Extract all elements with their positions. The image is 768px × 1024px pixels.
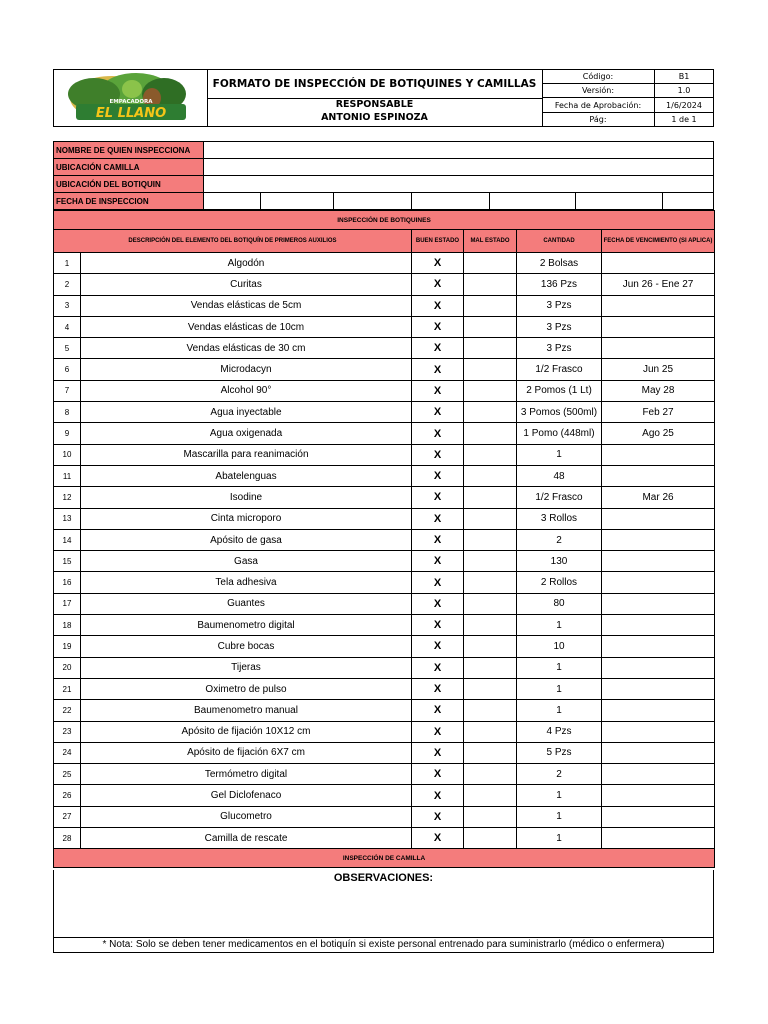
row-number: 2	[54, 274, 81, 295]
expiry-cell[interactable]	[602, 465, 715, 486]
expiry-cell[interactable]: May 28	[602, 380, 715, 401]
quantity-cell[interactable]: 1	[517, 444, 602, 465]
row-number: 8	[54, 402, 81, 423]
item-description: Agua inyectable	[81, 402, 412, 423]
bad-condition-cell[interactable]	[464, 359, 517, 380]
good-condition-cell[interactable]: X	[412, 359, 464, 380]
quantity-cell[interactable]: 1	[517, 615, 602, 636]
row-number: 5	[54, 338, 81, 359]
quantity-cell[interactable]: 3 Pzs	[517, 316, 602, 337]
bad-condition-cell[interactable]	[464, 551, 517, 572]
table-row	[54, 742, 715, 763]
bad-condition-cell[interactable]	[464, 465, 517, 486]
fecha-field[interactable]	[663, 193, 714, 210]
good-condition-cell[interactable]: X	[412, 572, 464, 593]
item-description: Alcohol 90°	[81, 380, 412, 401]
table-row	[54, 338, 715, 359]
item-description: Abatelenguas	[81, 465, 412, 486]
quantity-cell[interactable]: 2 Pomos (1 Lt)	[517, 380, 602, 401]
bad-condition-cell[interactable]	[464, 572, 517, 593]
item-description: Algodón	[81, 253, 412, 274]
expiry-cell[interactable]: Jun 26 - Ene 27	[602, 274, 715, 295]
item-description: Termómetro digital	[81, 764, 412, 785]
quantity-cell[interactable]: 1	[517, 806, 602, 827]
expiry-cell[interactable]: Jun 25	[602, 359, 715, 380]
inspection-info-table	[53, 141, 714, 210]
company-logo	[54, 70, 207, 126]
expiry-cell[interactable]: Feb 27	[602, 402, 715, 423]
good-condition-cell[interactable]: X	[412, 316, 464, 337]
meta-value: 1 de 1	[655, 112, 714, 126]
table-row	[54, 508, 715, 529]
table-row	[54, 828, 715, 849]
item-description: Apósito de gasa	[81, 529, 412, 550]
table-body	[54, 253, 715, 849]
good-condition-cell[interactable]: X	[412, 465, 464, 486]
quantity-cell[interactable]: 1	[517, 678, 602, 699]
item-description: Camilla de rescate	[81, 828, 412, 849]
expiry-cell[interactable]	[602, 657, 715, 678]
bad-condition-cell[interactable]	[464, 253, 517, 274]
expiry-cell[interactable]	[602, 572, 715, 593]
kit-section-title: INSPECCIÓN DE BOTIQUINES	[54, 211, 715, 230]
good-condition-cell[interactable]: X	[412, 700, 464, 721]
row-number: 18	[54, 615, 81, 636]
row-number: 11	[54, 465, 81, 486]
observations-box[interactable]	[53, 870, 714, 953]
row-number: 7	[54, 380, 81, 401]
expiry-cell[interactable]	[602, 764, 715, 785]
botiquin-field[interactable]	[204, 176, 714, 193]
bad-condition-cell[interactable]	[464, 487, 517, 508]
good-condition-cell[interactable]: X	[412, 423, 464, 444]
meta-row	[542, 98, 713, 112]
table-row	[54, 678, 715, 699]
row-number: 25	[54, 764, 81, 785]
observations-title: OBSERVACIONES:	[333, 872, 434, 884]
quantity-cell[interactable]: 136 Pzs	[517, 274, 602, 295]
logo-main-text: EL LLANO	[95, 106, 167, 121]
expiry-cell[interactable]	[602, 593, 715, 614]
item-description: Baumenometro digital	[81, 615, 412, 636]
meta-label: Pág:	[542, 112, 655, 126]
good-condition-cell[interactable]: X	[412, 636, 464, 657]
row-number: 27	[54, 806, 81, 827]
expiry-cell[interactable]	[602, 742, 715, 763]
quantity-cell[interactable]: 1	[517, 657, 602, 678]
item-description: Isodine	[81, 487, 412, 508]
good-condition-cell[interactable]: X	[412, 806, 464, 827]
meta-row	[542, 70, 713, 84]
fecha-field[interactable]	[334, 193, 412, 210]
row-number: 16	[54, 572, 81, 593]
item-description: Guantes	[81, 593, 412, 614]
fecha-label: FECHA DE INSPECCION	[54, 193, 204, 210]
good-condition-cell[interactable]: X	[412, 295, 464, 316]
bad-condition-cell[interactable]	[464, 295, 517, 316]
item-description: Agua oxigenada	[81, 423, 412, 444]
col-bad: MAL ESTADO	[464, 230, 517, 253]
inspector-row	[54, 142, 714, 159]
camilla-field[interactable]	[204, 159, 714, 176]
table-row	[54, 593, 715, 614]
fecha-field[interactable]	[204, 193, 261, 210]
quantity-cell[interactable]: 5 Pzs	[517, 742, 602, 763]
good-condition-cell[interactable]: X	[412, 338, 464, 359]
bad-condition-cell[interactable]	[464, 657, 517, 678]
bad-condition-cell[interactable]	[464, 593, 517, 614]
meta-value: 1.0	[655, 84, 714, 98]
row-number: 26	[54, 785, 81, 806]
table-row	[54, 700, 715, 721]
good-condition-cell[interactable]: X	[412, 721, 464, 742]
item-description: Gel Diclofenaco	[81, 785, 412, 806]
expiry-cell[interactable]	[602, 615, 715, 636]
good-condition-cell[interactable]: X	[412, 593, 464, 614]
good-condition-cell[interactable]: X	[412, 785, 464, 806]
bad-condition-cell[interactable]	[464, 508, 517, 529]
title-cell	[207, 70, 543, 126]
bad-condition-cell[interactable]	[464, 274, 517, 295]
logo-top-text: EMPACADORA	[109, 99, 153, 105]
bad-condition-cell[interactable]	[464, 678, 517, 699]
expiry-cell[interactable]	[602, 444, 715, 465]
row-number: 15	[54, 551, 81, 572]
document-header	[53, 69, 714, 127]
good-condition-cell[interactable]: X	[412, 444, 464, 465]
expiry-cell[interactable]	[602, 700, 715, 721]
quantity-cell[interactable]: 4 Pzs	[517, 721, 602, 742]
good-condition-cell[interactable]: X	[412, 402, 464, 423]
item-description: Tela adhesiva	[81, 572, 412, 593]
expiry-cell[interactable]	[602, 678, 715, 699]
quantity-cell[interactable]: 2 Rollos	[517, 572, 602, 593]
bad-condition-cell[interactable]	[464, 316, 517, 337]
bad-condition-cell[interactable]	[464, 828, 517, 849]
footnote: * Nota: Solo se deben tener medicamentos en el botiquín si existe personal entrenado para suministrarlo (médico o enfermera)	[54, 937, 713, 952]
good-condition-cell[interactable]: X	[412, 657, 464, 678]
bad-condition-cell[interactable]	[464, 402, 517, 423]
table-row	[54, 380, 715, 401]
table-row	[54, 806, 715, 827]
expiry-cell[interactable]	[602, 806, 715, 827]
quantity-cell[interactable]: 2 Bolsas	[517, 253, 602, 274]
item-description: Vendas elásticas de 5cm	[81, 295, 412, 316]
quantity-cell[interactable]: 80	[517, 593, 602, 614]
row-number: 13	[54, 508, 81, 529]
table-row	[54, 551, 715, 572]
good-condition-cell[interactable]: X	[412, 678, 464, 699]
expiry-cell[interactable]	[602, 529, 715, 550]
item-description: Cubre bocas	[81, 636, 412, 657]
table-row	[54, 572, 715, 593]
kit-inspection-table	[53, 210, 715, 868]
good-condition-cell[interactable]: X	[412, 487, 464, 508]
botiquin-row	[54, 176, 714, 193]
item-description: Gasa	[81, 551, 412, 572]
good-condition-cell[interactable]: X	[412, 551, 464, 572]
bad-condition-cell[interactable]	[464, 700, 517, 721]
fecha-field[interactable]	[576, 193, 663, 210]
bad-condition-cell[interactable]	[464, 764, 517, 785]
expiry-cell[interactable]	[602, 828, 715, 849]
bad-condition-cell[interactable]	[464, 444, 517, 465]
table-row	[54, 359, 715, 380]
quantity-cell[interactable]: 2	[517, 529, 602, 550]
document-meta-table	[542, 70, 713, 126]
quantity-cell[interactable]: 3 Pomos (500ml)	[517, 402, 602, 423]
item-description: Microdacyn	[81, 359, 412, 380]
expiry-cell[interactable]	[602, 508, 715, 529]
table-row	[54, 721, 715, 742]
quantity-cell[interactable]: 3 Pzs	[517, 295, 602, 316]
expiry-cell[interactable]: Mar 26	[602, 487, 715, 508]
row-number: 4	[54, 316, 81, 337]
table-row	[54, 529, 715, 550]
good-condition-cell[interactable]: X	[412, 742, 464, 763]
expiry-cell[interactable]	[602, 636, 715, 657]
table-row	[54, 615, 715, 636]
quantity-cell[interactable]: 1	[517, 828, 602, 849]
row-number: 23	[54, 721, 81, 742]
item-description: Apósito de fijación 6X7 cm	[81, 742, 412, 763]
table-row	[54, 253, 715, 274]
table-row	[54, 657, 715, 678]
bad-condition-cell[interactable]	[464, 636, 517, 657]
good-condition-cell[interactable]: X	[412, 253, 464, 274]
quantity-cell[interactable]: 10	[517, 636, 602, 657]
row-number: 17	[54, 593, 81, 614]
meta-value: B1	[655, 70, 714, 84]
table-row	[54, 444, 715, 465]
col-qty: CANTIDAD	[517, 230, 602, 253]
row-number: 3	[54, 295, 81, 316]
bad-condition-cell[interactable]	[464, 529, 517, 550]
meta-label: Código:	[542, 70, 655, 84]
meta-value: 1/6/2024	[655, 98, 714, 112]
row-number: 10	[54, 444, 81, 465]
table-row	[54, 465, 715, 486]
row-number: 21	[54, 678, 81, 699]
col-good: BUEN ESTADO	[412, 230, 464, 253]
inspector-label: NOMBRE DE QUIEN INSPECCIONA	[54, 142, 204, 159]
section-header	[54, 211, 715, 230]
bad-condition-cell[interactable]	[464, 423, 517, 444]
responsable-name: ANTONIO ESPINOZA	[321, 112, 428, 123]
table-row	[54, 785, 715, 806]
expiry-cell[interactable]: Ago 25	[602, 423, 715, 444]
col-description: DESCRIPCIÓN DEL ELEMENTO DEL BOTIQUÍN DE PRIMEROS AUXILIOS	[54, 230, 412, 253]
responsable-label: RESPONSABLE	[335, 99, 414, 110]
table-row	[54, 636, 715, 657]
item-description: Vendas elásticas de 30 cm	[81, 338, 412, 359]
quantity-cell[interactable]: 1	[517, 785, 602, 806]
item-description: Oximetro de pulso	[81, 678, 412, 699]
table-row	[54, 316, 715, 337]
table-row	[54, 274, 715, 295]
item-description: Vendas elásticas de 10cm	[81, 316, 412, 337]
fecha-field[interactable]	[412, 193, 490, 210]
good-condition-cell[interactable]: X	[412, 529, 464, 550]
row-number: 20	[54, 657, 81, 678]
inspector-field[interactable]	[204, 142, 714, 159]
good-condition-cell[interactable]: X	[412, 764, 464, 785]
quantity-cell[interactable]: 1/2 Frasco	[517, 487, 602, 508]
expiry-cell[interactable]	[602, 551, 715, 572]
camilla-label: UBICACIÓN CAMILLA	[54, 159, 204, 176]
row-number: 22	[54, 700, 81, 721]
row-number: 24	[54, 742, 81, 763]
fecha-field[interactable]	[490, 193, 576, 210]
item-description: Baumenometro manual	[81, 700, 412, 721]
item-description: Cinta microporo	[81, 508, 412, 529]
expiry-cell[interactable]	[602, 253, 715, 274]
quantity-cell[interactable]: 3 Pzs	[517, 338, 602, 359]
quantity-cell[interactable]: 1	[517, 700, 602, 721]
item-description: Tijeras	[81, 657, 412, 678]
row-number: 6	[54, 359, 81, 380]
section-header	[54, 849, 715, 868]
row-number: 12	[54, 487, 81, 508]
good-condition-cell[interactable]: X	[412, 380, 464, 401]
expiry-cell[interactable]	[602, 295, 715, 316]
quantity-cell[interactable]: 1/2 Frasco	[517, 359, 602, 380]
expiry-cell[interactable]	[602, 338, 715, 359]
botiquin-label: UBICACIÓN DEL BOTIQUIN	[54, 176, 204, 193]
row-number: 19	[54, 636, 81, 657]
row-number: 28	[54, 828, 81, 849]
logo-cell	[54, 70, 208, 126]
meta-row	[542, 84, 713, 98]
quantity-cell[interactable]: 48	[517, 465, 602, 486]
expiry-cell[interactable]	[602, 721, 715, 742]
fecha-field[interactable]	[261, 193, 334, 210]
bad-condition-cell[interactable]	[464, 806, 517, 827]
row-number: 14	[54, 529, 81, 550]
expiry-cell[interactable]	[602, 316, 715, 337]
column-header-row	[54, 230, 715, 253]
table-row	[54, 423, 715, 444]
quantity-cell[interactable]: 2	[517, 764, 602, 785]
expiry-cell[interactable]	[602, 785, 715, 806]
quantity-cell[interactable]: 130	[517, 551, 602, 572]
item-description: Apósito de fijación 10X12 cm	[81, 721, 412, 742]
document-title: FORMATO DE INSPECCIÓN DE BOTIQUINES Y CAMILLAS	[207, 70, 542, 99]
bad-condition-cell[interactable]	[464, 615, 517, 636]
table-row	[54, 764, 715, 785]
meta-row	[542, 112, 713, 126]
fecha-row	[54, 193, 714, 210]
meta-label: Fecha de Aprobación:	[542, 98, 655, 112]
quantity-cell[interactable]: 1 Pomo (448ml)	[517, 423, 602, 444]
bad-condition-cell[interactable]	[464, 338, 517, 359]
table-row	[54, 487, 715, 508]
item-description: Curitas	[81, 274, 412, 295]
table-row	[54, 295, 715, 316]
item-description: Glucometro	[81, 806, 412, 827]
camilla-row	[54, 159, 714, 176]
item-description: Mascarilla para reanimación	[81, 444, 412, 465]
bad-condition-cell[interactable]	[464, 742, 517, 763]
bad-condition-cell[interactable]	[464, 721, 517, 742]
table-row	[54, 402, 715, 423]
row-number: 1	[54, 253, 81, 274]
bad-condition-cell[interactable]	[464, 785, 517, 806]
meta-label: Versión:	[542, 84, 655, 98]
bad-condition-cell[interactable]	[464, 380, 517, 401]
stretcher-section-title: INSPECCIÓN DE CAMILLA	[54, 849, 715, 868]
good-condition-cell[interactable]: X	[412, 508, 464, 529]
good-condition-cell[interactable]: X	[412, 274, 464, 295]
row-number: 9	[54, 423, 81, 444]
good-condition-cell[interactable]: X	[412, 828, 464, 849]
col-expiry: FECHA DE VENCIMIENTO (SI APLICA)	[602, 230, 715, 253]
good-condition-cell[interactable]: X	[412, 615, 464, 636]
quantity-cell[interactable]: 3 Rollos	[517, 508, 602, 529]
